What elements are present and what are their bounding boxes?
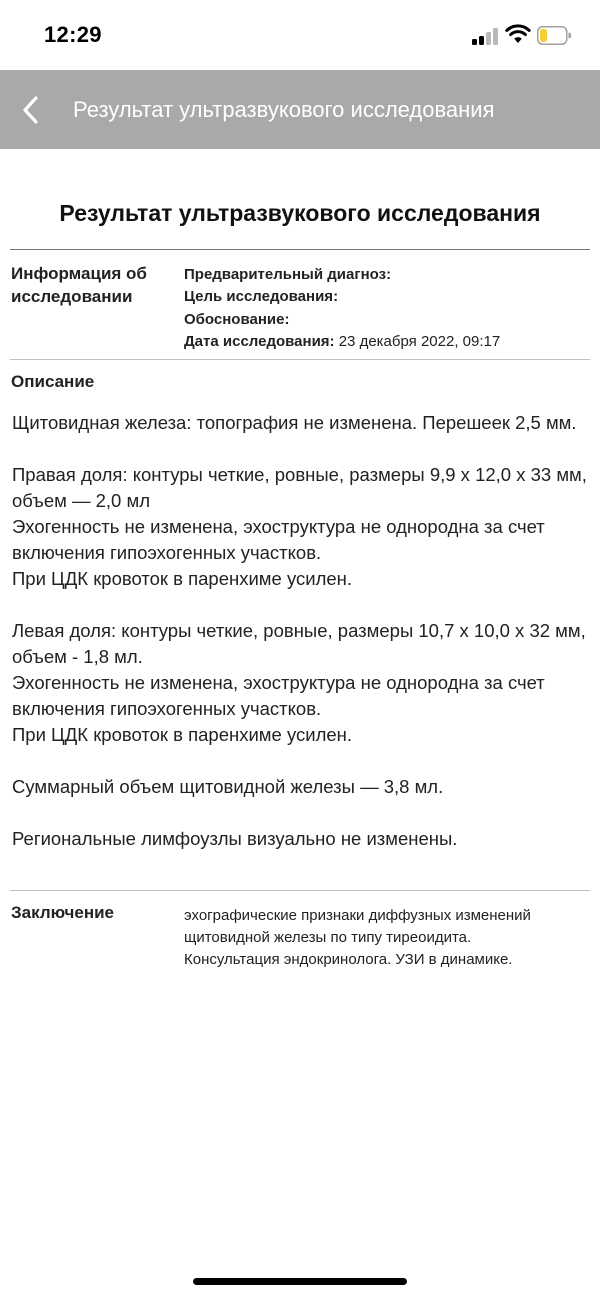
purpose-row (184, 286, 500, 308)
description-paragraph: Щитовидная железа: топография не изменена. Перешеек 2,5 мм. (12, 412, 577, 433)
divider (10, 890, 590, 891)
conclusion-label: Заключение (11, 903, 114, 922)
date-label: Дата исследования: (184, 332, 335, 350)
date-row (184, 331, 500, 353)
cellular-signal-icon (472, 27, 500, 45)
chevron-left-icon (14, 90, 50, 130)
justification-row (184, 309, 500, 331)
nav-bar (0, 70, 600, 149)
description-paragraph: Правая доля: контуры четкие, ровные, размеры 9,9 х 12,0 х 33 мм, объем — 2,0 мл Эхогенность не изменена, эхоструктура не однородна за счет включения гипоэхогенных участков. При ЦДК кровоток в паренхиме усилен. (12, 464, 587, 589)
description-label: Описание (11, 372, 95, 391)
nav-title: Результат ультразвукового исследования (73, 97, 495, 122)
divider (10, 249, 590, 250)
preliminary-diagnosis-row (184, 264, 500, 286)
purpose-label: Цель исследования: (184, 288, 339, 306)
description-paragraph: Региональные лимфоузлы визуально не изменены. (12, 828, 458, 849)
date-value: 23 декабря 2022, 09:17 (334, 332, 501, 350)
status-bar (0, 0, 600, 70)
battery-icon (537, 26, 571, 45)
preliminary-diagnosis-label: Предварительный диагноз: (184, 266, 392, 283)
page-title: Результат ультразвукового исследования (59, 200, 541, 226)
home-indicator[interactable] (193, 1278, 407, 1285)
wifi-icon (505, 24, 531, 44)
conclusion-text: эхографические признаки диффузных изменений щитовидной железы по типу тиреоидита. Консультация эндокринолога. УЗИ в динамике. (184, 907, 531, 968)
divider (10, 359, 590, 360)
justification-label: Обоснование: (184, 310, 290, 328)
status-time: 12:29 (44, 22, 102, 47)
info-fields (184, 264, 500, 353)
description-body (12, 410, 594, 852)
description-paragraph: Левая доля: контуры четкие, ровные, размеры 10,7 х 10,0 х 32 мм, объем - 1,8 мл. Эхогенность не изменена, эхоструктура не однородна за счет включения гипоэхогенных участков. При ЦДК кровоток в паренхиме усилен. (12, 620, 586, 745)
back-button[interactable] (14, 90, 50, 130)
info-section-label: Информация об исследовании (11, 264, 147, 306)
description-paragraph: Суммарный объем щитовидной железы — 3,8 мл. (12, 776, 444, 797)
